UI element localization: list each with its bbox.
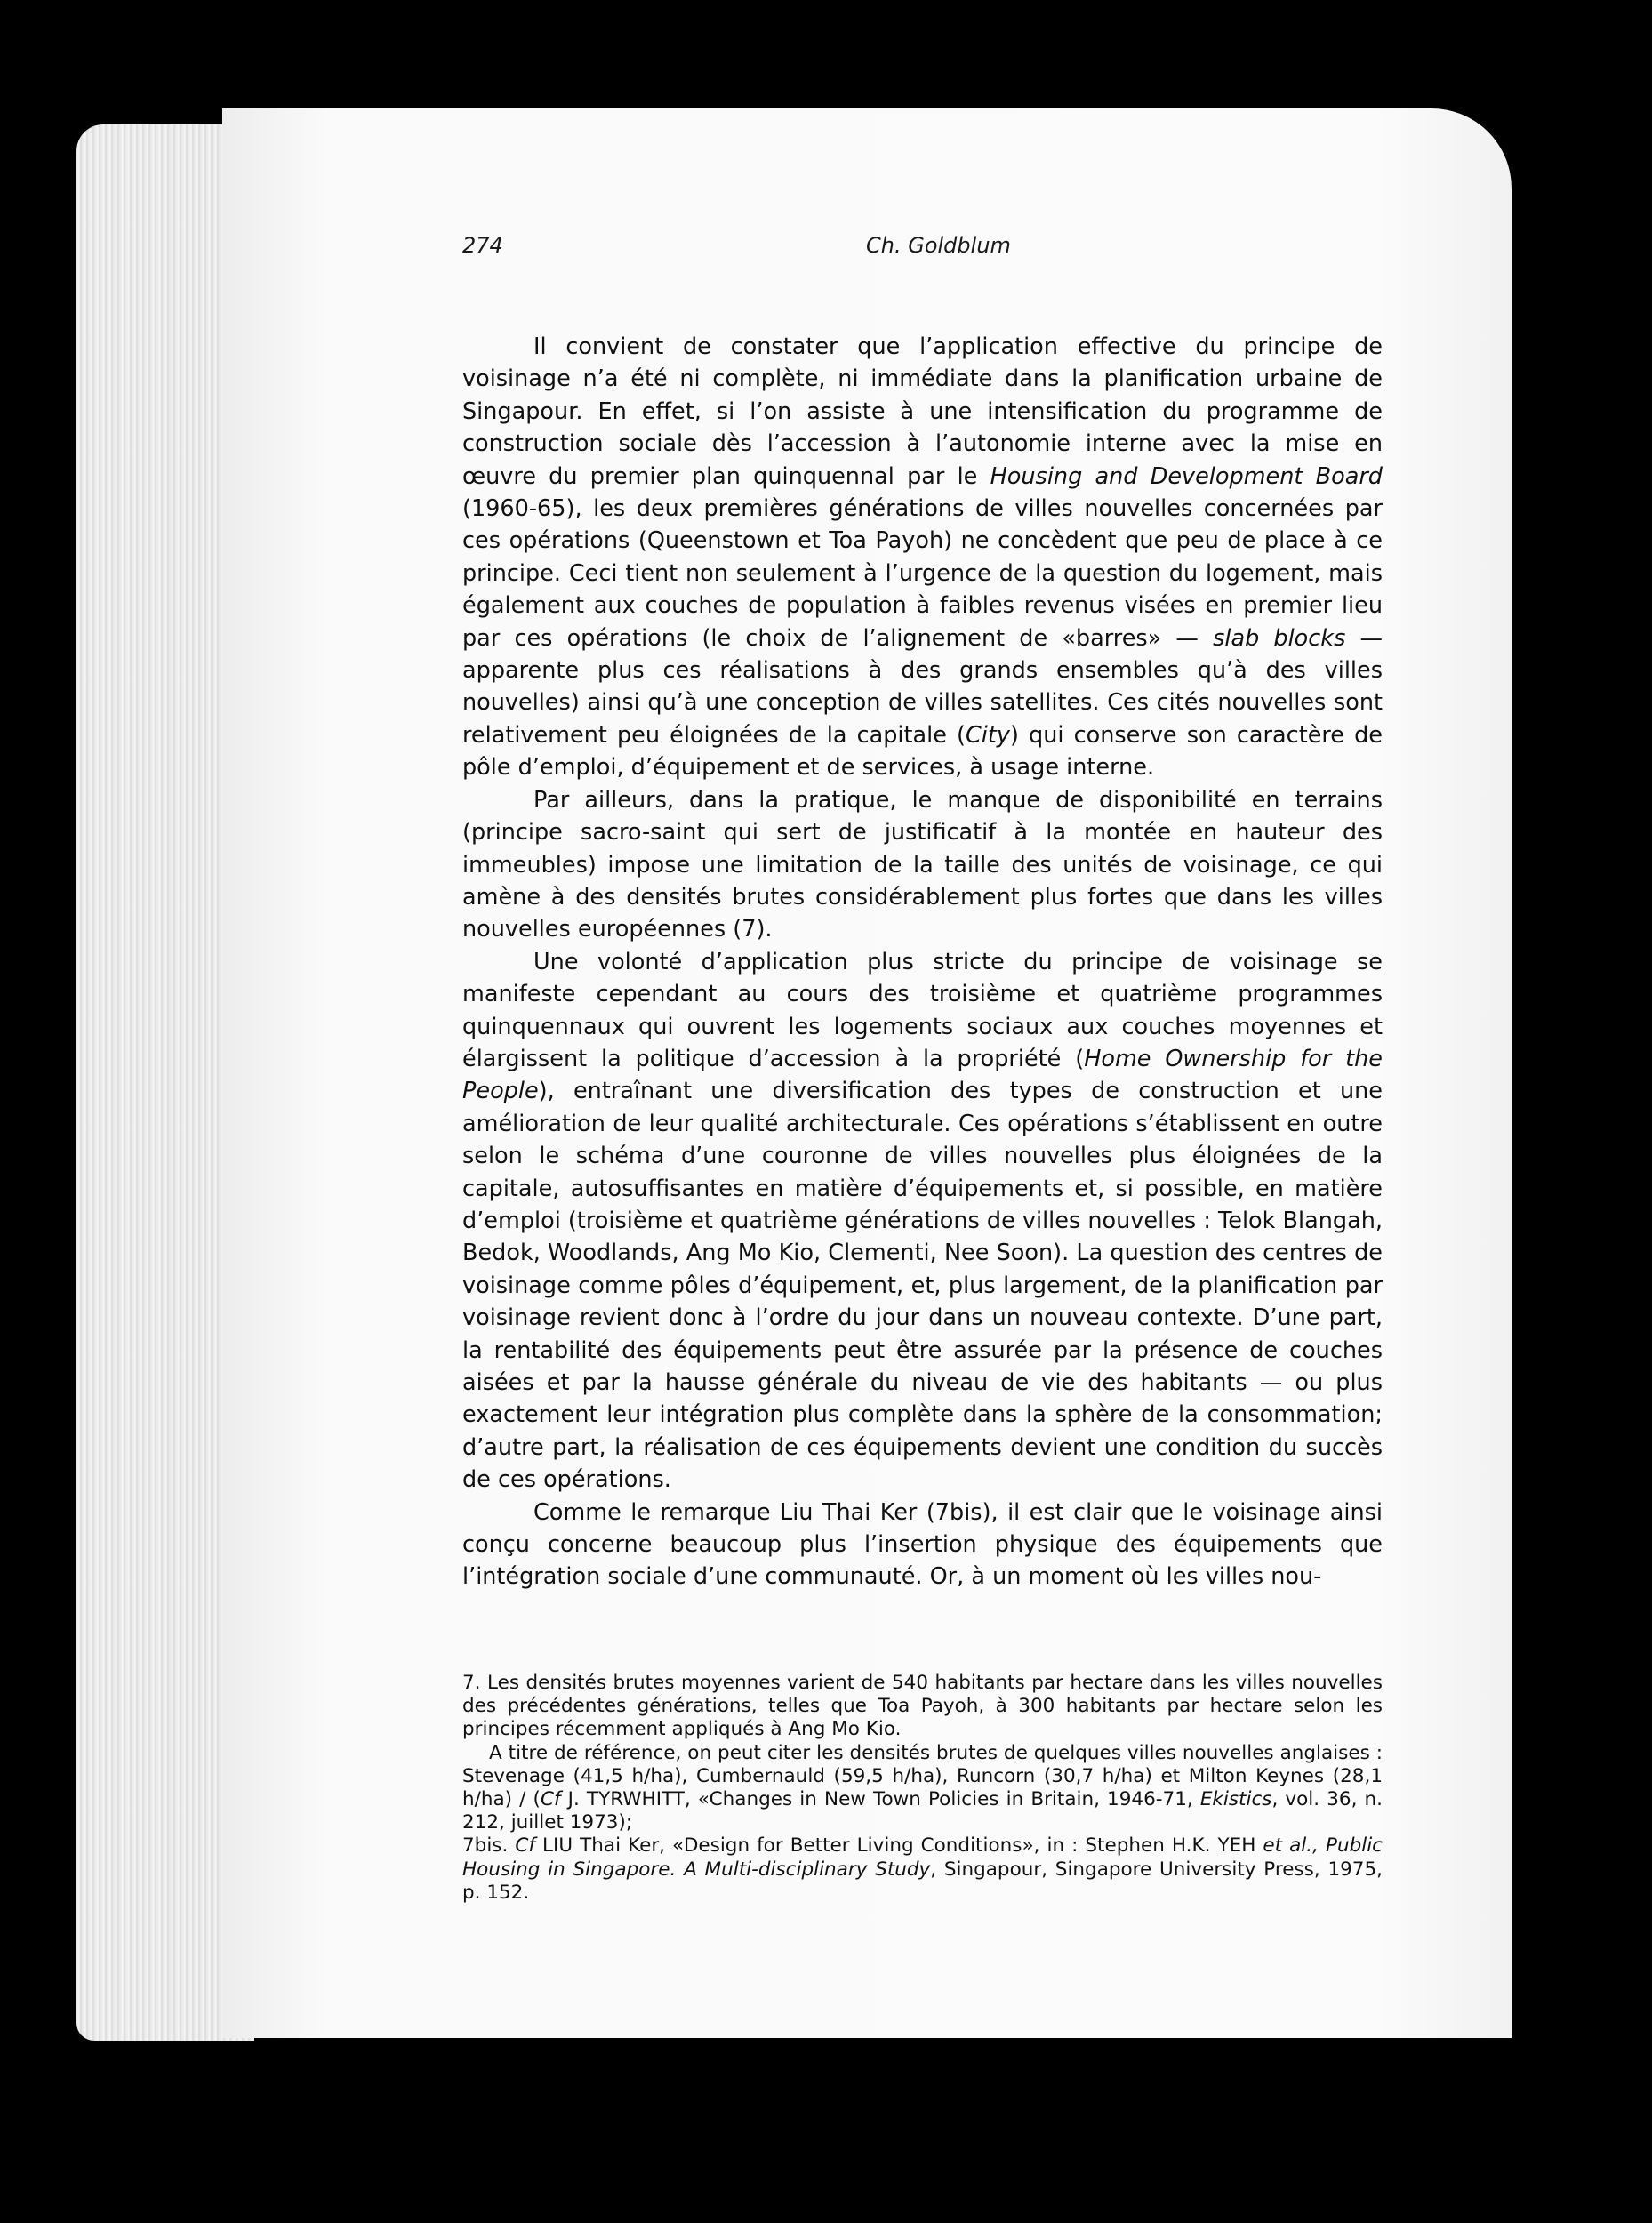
paragraph-2: Par ailleurs, dans la pratique, le manque de disponibilité en terrains (principe sacro-saint qui sert de justificatif à la montée en hauteur des immeubles) impose une limitation de la taille des unités de voisinage, ce qui amène à des densités brutes considérablement plus fortes que dans les villes nouvelles européennes (7).	[462, 786, 1383, 943]
footnotes	[462, 1672, 1383, 1905]
running-author: Ch. Goldblum	[866, 233, 1011, 258]
paragraph-3: Une volonté d’application plus stricte du principe de voisinage se manifeste cependant au cours des troisième et quatrième programmes quinquennaux qui ouvrent les logements sociaux aux couches moyennes et élargissent la politique d’accession à la propriété (Home Ownership for the People), entraînant une diversification des types de construction et une amélioration de leur qualité architecturale. Ces opérations s’établissent en outre selon le schéma d’une couronne de villes nouvelles plus éloignées de la capitale, autosuffisantes en matière d’équipements et, si possible, en matière d’emploi (troisième et quatrième générations de villes nouvelles : Telok Blangah, Bedok, Woodlands, Ang Mo Kio, Clementi, Nee Soon). La question des centres de voisinage comme pôles d’équipement, et, plus largement, de la planification par voisinage revient donc à l’ordre du jour dans un nouveau contexte. D’une part, la rentabilité des équipements peut être assurée par la présence de couches aisées et par la hausse générale du niveau de vie des habitants — ou plus exactement leur intégration plus complète dans la sphère de la consommation; d’autre part, la réalisation de ces équipements devient une condition du succès de ces opérations.	[462, 948, 1383, 1494]
paragraph-4: Comme le remarque Liu Thai Ker (7bis), il est clair que le voisinage ainsi conçu concerne beaucoup plus l’insertion physique des équipements que l’intégration sociale d’une communauté. Or, à un moment où les villes nou-	[462, 1498, 1383, 1591]
footnote-7-continued: A titre de référence, on peut citer les densités brutes de quelques villes nouvelles anglaises : Stevenage (41,5 h/ha), Cumbernauld (59,5 h/ha), Runcorn (30,7 h/ha) et Milton Keynes (28,1 h/ha) / (Cf J. TYRWHITT, «Changes in New Town Policies in Britain, 1946-71, Ekistics, vol. 36, n. 212, juillet 1973);	[462, 1741, 1383, 1834]
running-head	[462, 229, 1383, 265]
paragraph-1: Il convient de constater que l’application effective du principe de voisinage n’a été ni complète, ni immédiate dans la planification urbaine de Singapour. En effet, si l’on assiste à une intensification du programme de construction sociale dès l’accession à l’autonomie interne avec la mise en œuvre du premier plan quinquennal par le Housing and Development Board (1960-65), les deux premières générations de villes nouvelles concernées par ces opérations (Queenstown et Toa Payoh) ne concèdent que peu de place à ce principe. Ceci tient non seulement à l’urgence de la question du logement, mais également aux couches de population à faibles revenus visées en premier lieu par ces opérations (le choix de l’alignement de «barres» — slab blocks — apparente plus ces réalisations à des grands ensembles qu’à des villes nouvelles) ainsi qu’à une conception de villes satellites. Ces cités nouvelles sont relativement peu éloignées de la capitale (City) qui conserve son caractère de pôle d’emploi, d’équipement et de services, à usage interne.	[462, 333, 1383, 782]
page-number: 274	[462, 233, 503, 258]
footnote-7: 7. Les densités brutes moyennes varient de 540 habitants par hectare dans les villes nouvelles des précédentes générations, telles que Toa Payoh, à 300 habitants par hectare selon les principes récemment appliqués à Ang Mo Kio.	[462, 1672, 1383, 1741]
body-text	[462, 331, 1383, 1593]
footnote-7bis: 7bis. Cf LIU Thai Ker, «Design for Better Living Conditions», in : Stephen H.K. YEH et al., Public Housing in Singapore. A Multi-disciplinary Study, Singapour, Singapore University Press, 1975, p. 152.	[462, 1834, 1383, 1904]
